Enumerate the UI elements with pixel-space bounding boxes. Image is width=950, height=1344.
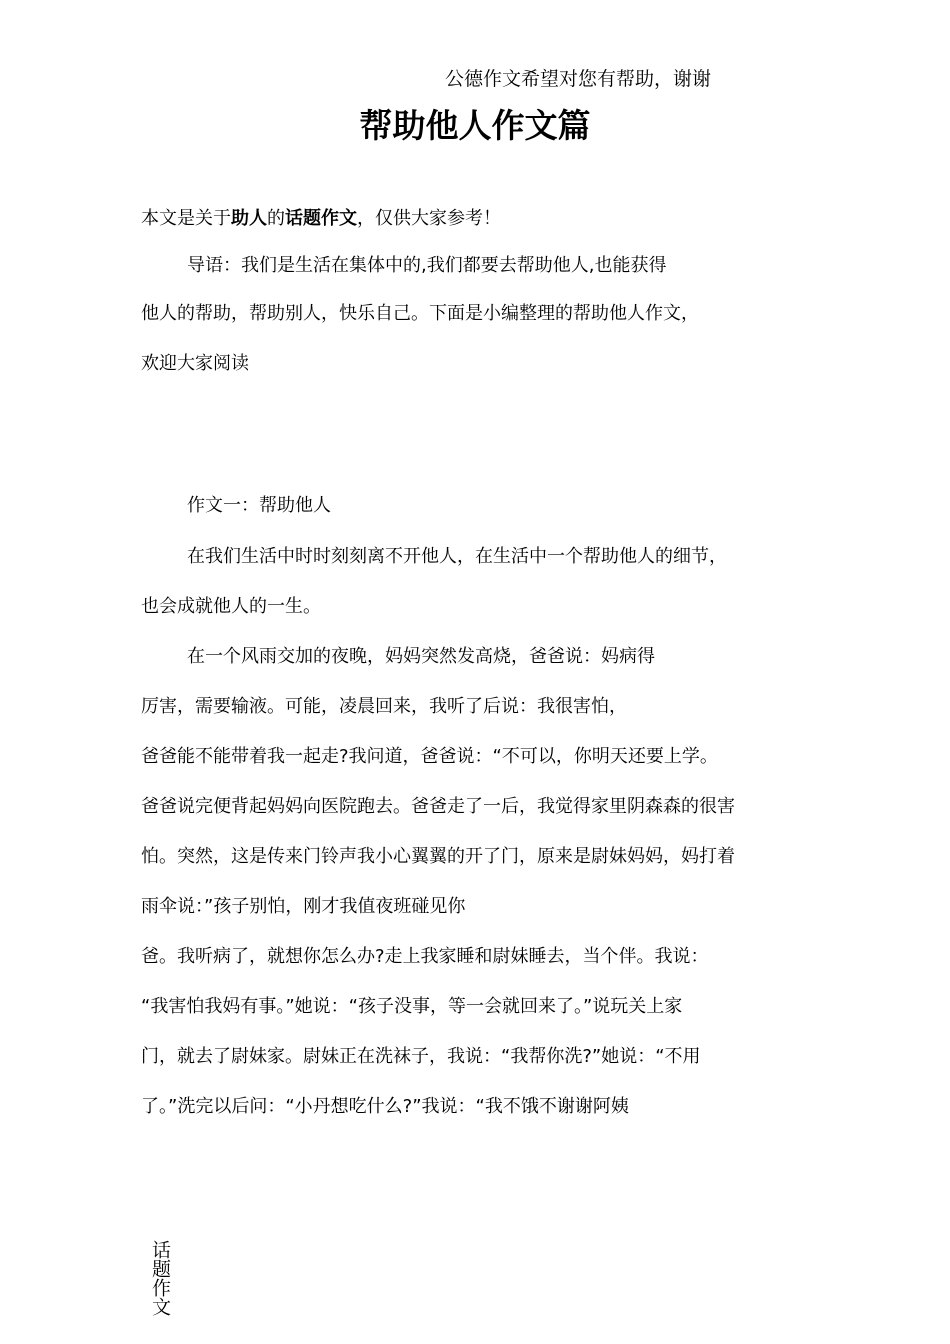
body-line: 他人的帮助，帮助别人，快乐自己。下面是小编整理的帮助他人作文，: [141, 303, 699, 324]
body-line: 了。”洗完以后问：“小丹想吃什么?”我说：“我不饿不谢谢阿姨: [141, 1096, 629, 1117]
body-line: 门，就去了尉妹家。尉妹正在洗袜子，我说：“我帮你洗?”她说：“不用: [141, 1046, 701, 1067]
body-line: 爸。我听病了，就想你怎么办?走上我家睡和尉妹睡去，当个伴。我说：: [141, 946, 709, 967]
intro-text-3: ，仅供大家参考！: [357, 208, 501, 229]
body-line: 爸爸说完便背起妈妈向医院跑去。爸爸走了一后，我觉得家里阴森森的很害: [141, 796, 735, 817]
intro-line: [141, 207, 501, 231]
body-line: 厉害，需要输液。可能，凌晨回来，我听了后说：我很害怕，: [141, 696, 627, 717]
document-title: 帮助他人作文篇: [359, 106, 591, 145]
header-note: 公德作文希望对您有帮助，谢谢: [445, 68, 712, 90]
section-heading: 作文一：帮助他人: [187, 495, 331, 516]
body-line: 爸爸能不能带着我一起走?我问道，爸爸说：“不可以，你明天还要上学。: [141, 746, 718, 767]
intro-text-2: 的: [267, 208, 285, 229]
intro-text-1: 本文是关于: [141, 208, 231, 229]
body-line: 也会成就他人的一生。: [141, 596, 321, 617]
intro-keyword-2: 话题作文: [285, 208, 357, 229]
side-label: 话题作文: [149, 1240, 171, 1316]
body-line: 在我们生活中时时刻刻离不开他人，在生活中一个帮助他人的细节，: [187, 546, 727, 567]
body-line: 在一个风雨交加的夜晚，妈妈突然发高烧，爸爸说：妈病得: [187, 646, 655, 667]
body-line: 导语：我们是生活在集体中的,我们都要去帮助他人,也能获得: [187, 255, 667, 276]
intro-keyword-1: 助人: [231, 208, 267, 229]
body-line: 怕。突然，这是传来门铃声我小心翼翼的开了门，原来是尉妹妈妈，妈打着: [141, 846, 735, 867]
body-line: 欢迎大家阅读: [141, 353, 249, 374]
body-line: 雨伞说：”孩子别怕，刚才我值夜班碰见你: [141, 896, 466, 917]
body-line: “我害怕我妈有事。”她说：“孩子没事，等一会就回来了。”说玩关上家: [141, 996, 683, 1017]
